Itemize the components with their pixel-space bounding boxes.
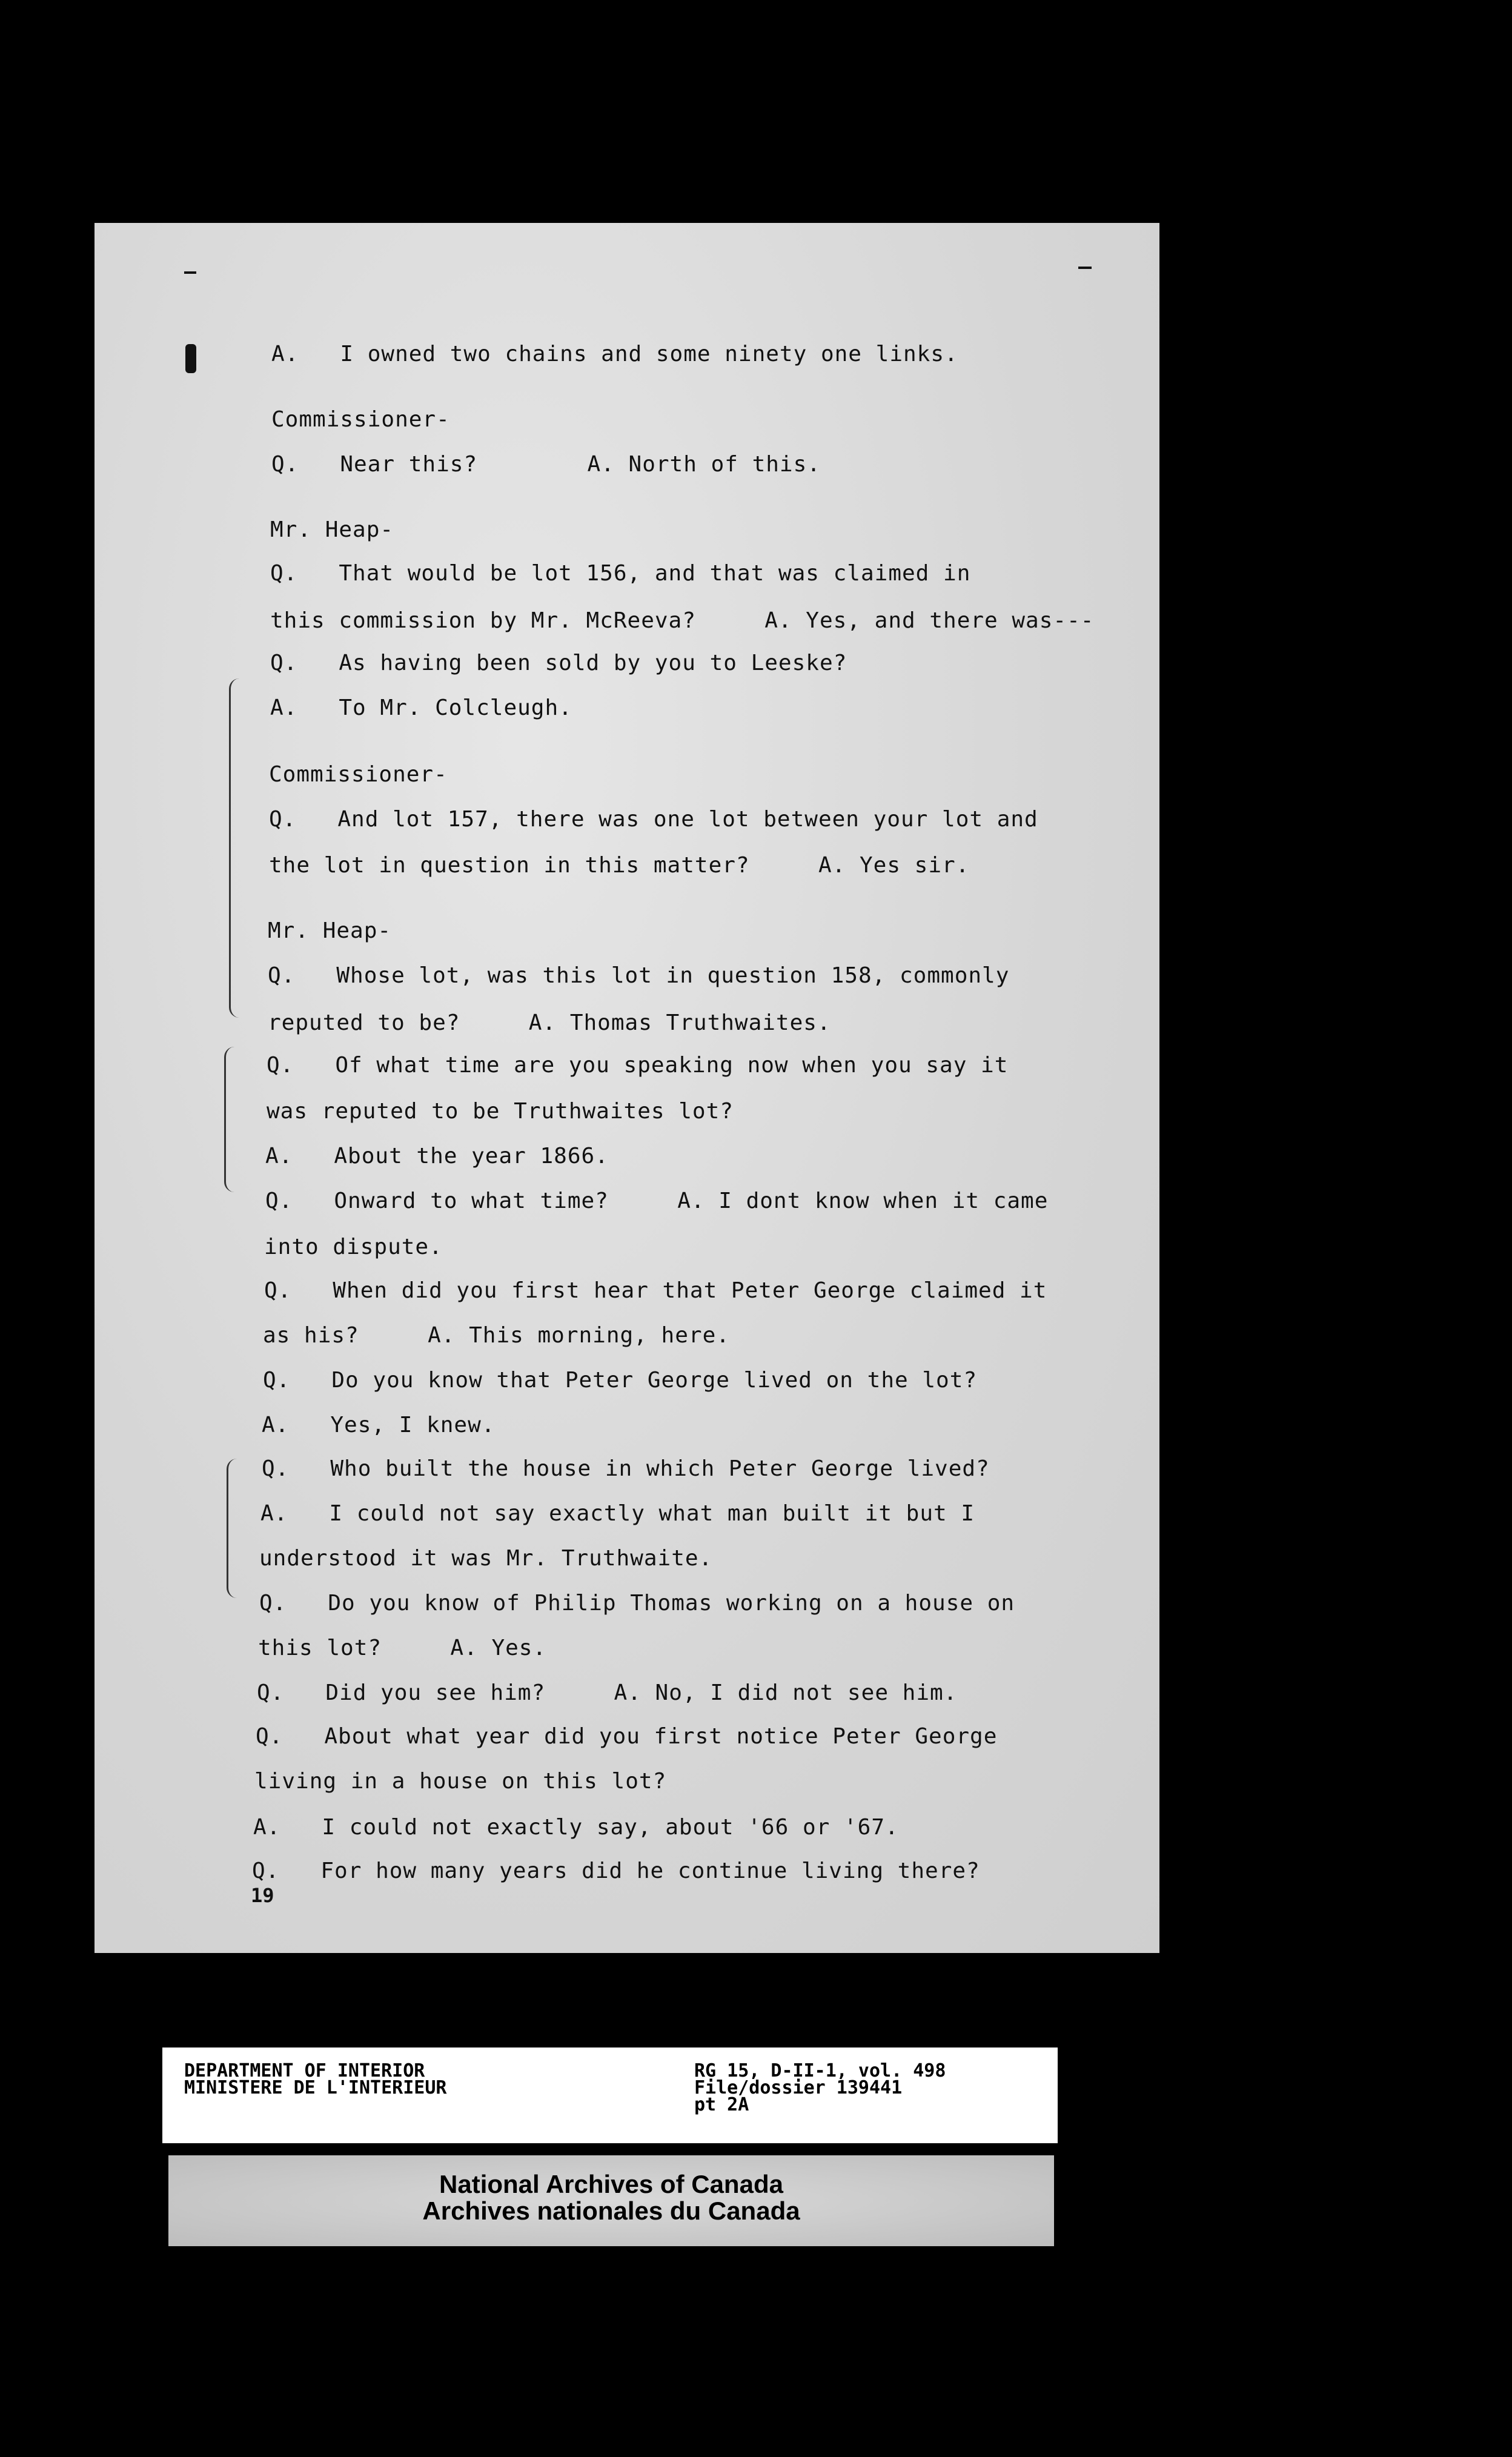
page-number: 19: [251, 1884, 274, 1907]
text-line-19: into dispute.: [264, 1235, 443, 1259]
text-line-11: the lot in question in this matter? A. Yes sir.: [269, 853, 970, 878]
margin-bracket-1: [229, 678, 239, 1018]
text-line-33: Q. For how many years did he continue living there?: [252, 1858, 980, 1883]
text-line-32: A. I could not exactly say, about '66 or '67.: [253, 1815, 899, 1840]
text-line-1: A. I owned two chains and some ninety one links.: [271, 342, 958, 366]
text-line-12: Mr. Heap-: [268, 918, 392, 943]
text-line-21: as his? A. This morning, here.: [263, 1323, 730, 1348]
text-line-17: A. About the year 1866.: [265, 1144, 609, 1169]
corner-mark-right: [1078, 267, 1092, 269]
text-line-30: Q. About what year did you first notice Peter George: [256, 1724, 998, 1749]
text-line-2: Commissioner-: [271, 407, 450, 432]
document-page: [94, 223, 1159, 1953]
text-line-10: Q. And lot 157, there was one lot between your lot and: [269, 807, 1038, 832]
text-line-23: A. Yes, I knew.: [262, 1413, 496, 1437]
department-name-en: DEPARTMENT OF INTERIOR: [184, 2060, 425, 2081]
text-line-27: Q. Do you know of Philip Thomas working on a house on: [259, 1591, 1015, 1616]
text-line-5: Q. That would be lot 156, and that was claimed in: [270, 561, 971, 586]
hole-punch-mark: [185, 344, 196, 373]
text-line-29: Q. Did you see him? A. No, I did not see him.: [257, 1680, 958, 1705]
text-line-31: living in a house on this lot?: [254, 1769, 667, 1794]
text-line-16: was reputed to be Truthwaites lot?: [267, 1099, 734, 1124]
text-line-8: A. To Mr. Colcleugh.: [270, 695, 572, 720]
stamp-line-fr: Archives nationales du Canada: [422, 2197, 800, 2225]
text-line-13: Q. Whose lot, was this lot in question 158, commonly: [268, 963, 1010, 988]
reference-line-1: RG 15, D-II-1, vol. 498: [694, 2060, 946, 2081]
text-line-15: Q. Of what time are you speaking now when you say it: [267, 1053, 1009, 1078]
reference-line-2: File/dossier 139441: [694, 2077, 903, 2098]
margin-bracket-3: [227, 1459, 237, 1598]
text-line-22: Q. Do you know that Peter George lived on the lot?: [263, 1368, 978, 1393]
text-line-24: Q. Who built the house in which Peter George lived?: [262, 1456, 990, 1481]
reference-line-3: pt 2A: [694, 2094, 749, 2115]
text-line-6: this commission by Mr. McReeva? A. Yes, and there was---: [270, 608, 1095, 633]
text-line-4: Mr. Heap-: [270, 517, 394, 542]
department-name-fr: MINISTERE DE L'INTERIEUR: [184, 2077, 447, 2098]
text-line-9: Commissioner-: [269, 762, 448, 787]
text-line-18: Q. Onward to what time? A. I dont know when it came: [265, 1189, 1049, 1213]
text-line-26: understood it was Mr. Truthwaite.: [259, 1546, 713, 1571]
corner-mark-left: [184, 271, 196, 274]
text-line-3: Q. Near this? A. North of this.: [271, 452, 821, 477]
text-line-7: Q. As having been sold by you to Leeske?: [270, 651, 847, 675]
archives-stamp: [168, 2155, 1054, 2246]
archive-reference-label: [162, 2047, 1058, 2143]
text-line-25: A. I could not say exactly what man built it but I: [260, 1501, 975, 1526]
text-line-28: this lot? A. Yes.: [258, 1636, 547, 1660]
stamp-line-en: National Archives of Canada: [439, 2170, 783, 2198]
text-line-20: Q. When did you first hear that Peter George claimed it: [264, 1278, 1047, 1303]
margin-bracket-2: [224, 1047, 234, 1192]
text-line-14: reputed to be? A. Thomas Truthwaites.: [268, 1010, 831, 1035]
